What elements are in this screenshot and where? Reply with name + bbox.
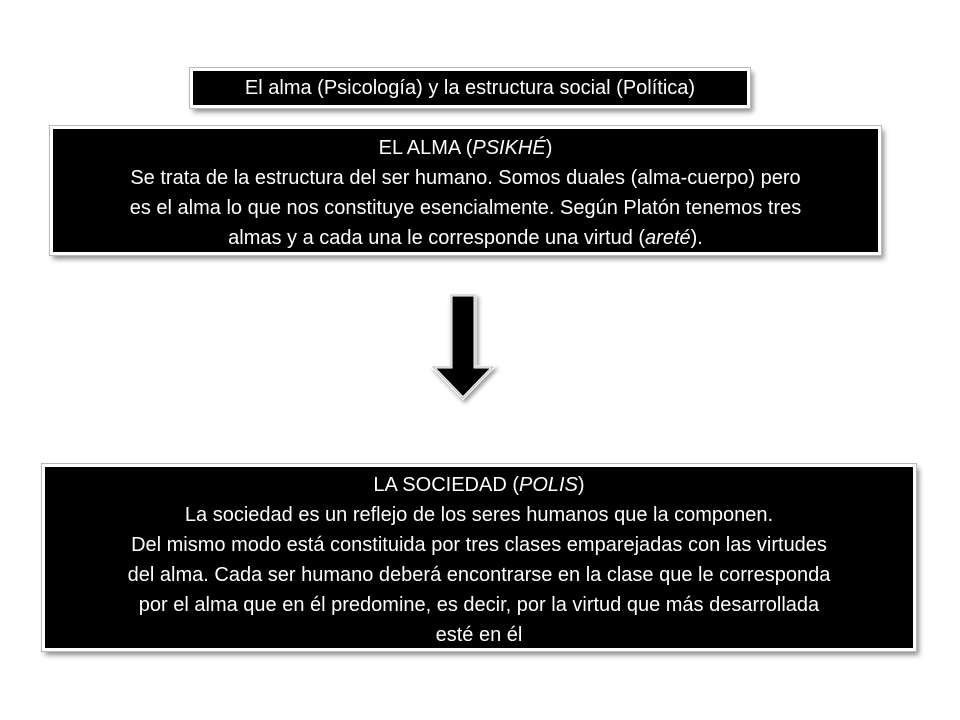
sociedad-line-3: del alma. Cada ser humano deberá encontrarse en la clase que le corresponda	[127, 564, 831, 586]
title-box	[190, 68, 750, 108]
alma-heading: EL ALMA (PSIKHÉ)	[378, 137, 553, 159]
alma-box	[50, 126, 881, 255]
sociedad-heading: LA SOCIEDAD (POLIS)	[373, 474, 585, 496]
alma-line-1: Se trata de la estructura del ser humano. Somos duales (alma-cuerpo) pero	[130, 167, 801, 189]
sociedad-line-2: Del mismo modo está constituida por tres clases emparejadas con las virtudes	[131, 534, 827, 556]
alma-line-3: almas y a cada una le corresponde una virtud (areté).	[228, 227, 703, 249]
title-text: El alma (Psicología) y la estructura social (Política)	[244, 77, 696, 99]
sociedad-box	[42, 464, 916, 651]
down-arrow-icon	[428, 292, 498, 402]
alma-line-2: es el alma lo que nos constituye esencialmente. Según Platón tenemos tres	[129, 197, 802, 219]
sociedad-line-5: esté en él	[435, 624, 523, 646]
sociedad-line-4: por el alma que en él predomine, es decir, por la virtud que más desarrollada	[138, 594, 820, 616]
sociedad-line-1: La sociedad es un reflejo de los seres humanos que la componen.	[184, 504, 774, 526]
